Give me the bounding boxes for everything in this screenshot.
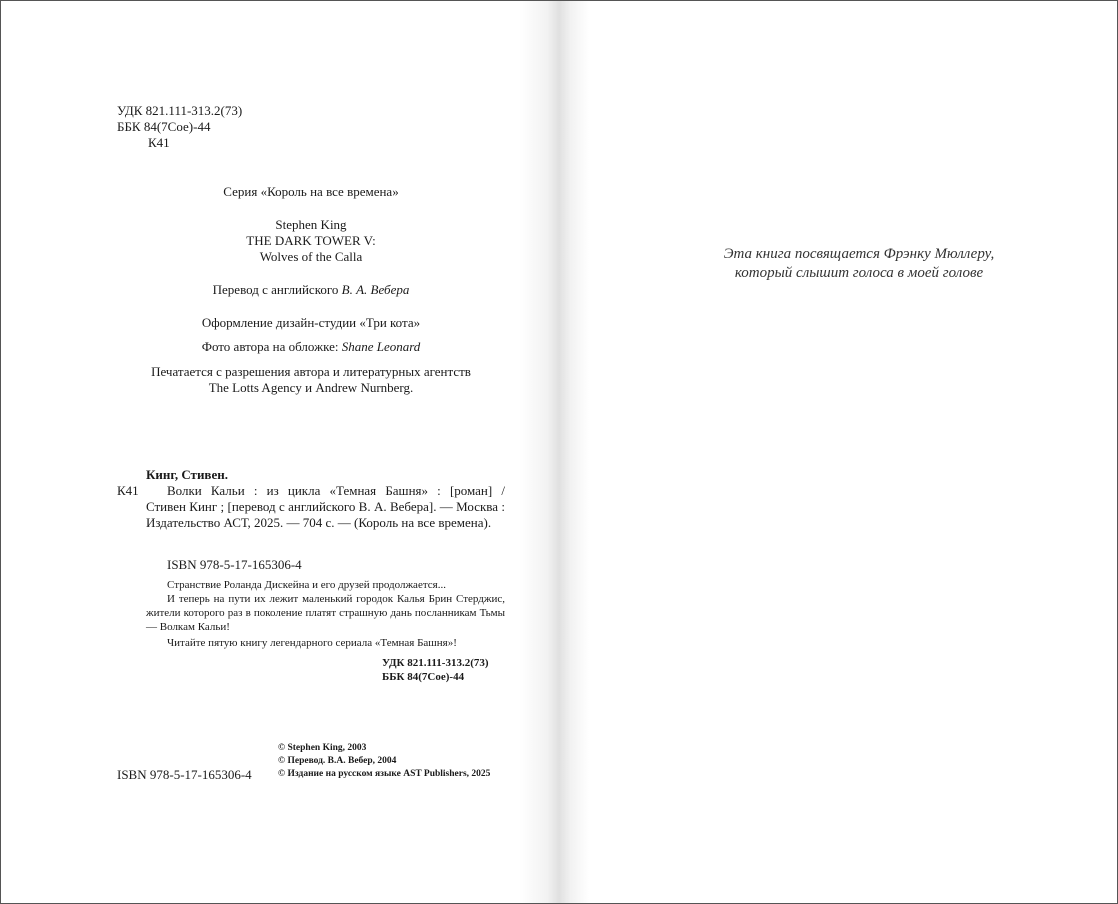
- original-title: THE DARK TOWER V:: [246, 233, 376, 248]
- gutter-shadow-right: [559, 1, 589, 903]
- catalog-mark: К41: [117, 483, 139, 498]
- author-mark-top: К41: [148, 135, 170, 150]
- annotation-line-1: Странствие Роланда Дискейна и его друзей продолжается...: [167, 579, 446, 591]
- copyright-1: © Stephen King, 2003: [278, 743, 367, 753]
- translator: В. А. Вебера: [341, 282, 410, 297]
- dedication-line-1: Эта книга посвящается Фрэнку Мюллеру,: [723, 246, 995, 262]
- dedication-line-2: который слышит голоса в моей голове: [734, 265, 984, 281]
- translation-prefix: Перевод с английского: [212, 282, 342, 297]
- annotation-line-3: Читайте пятую книгу легендарного сериала «Темная Башня»!: [167, 637, 457, 649]
- bbk-top: ББК 84(7Сое)-44: [117, 119, 211, 134]
- catalog-entry-rest: Стивен Кинг ; [перевод с английского В. А. Вебера]. — Москва : Издательство АСТ, 2025. — 704 с. — (Король на все времена).: [146, 499, 505, 530]
- series: Серия «Король на все времена»: [223, 184, 399, 199]
- catalog-author-heading: Кинг, Стивен.: [146, 467, 228, 482]
- original-subtitle: Wolves of the Calla: [259, 249, 363, 264]
- right-page: [559, 1, 1117, 903]
- photo-prefix: Фото автора на обложке:: [201, 339, 342, 354]
- photographer: Shane Leonard: [341, 339, 421, 354]
- translation-credit: [111, 282, 511, 298]
- design-credit: Оформление дизайн-студии «Три кота»: [201, 315, 421, 330]
- photo-credit: [111, 339, 511, 355]
- catalog-bbk: ББК 84(7Сое)-44: [382, 671, 465, 683]
- copyright-2: © Перевод. В.А. Вебер, 2004: [278, 756, 397, 766]
- permission-line-1: Печатается с разрешения автора и литературных агентств: [151, 364, 471, 379]
- original-author: Stephen King: [275, 217, 347, 232]
- udk-top: УДК 821.111-313.2(73): [117, 103, 243, 118]
- annotation-paragraph-2: И теперь на пути их лежит маленький городок Калья Брин Стерджис, жители которого раз в поколение платят страшную дань посланникам Тьмы — Волкам Кальи!: [146, 593, 505, 633]
- gutter-shadow-left: [519, 1, 559, 903]
- catalog-isbn: ISBN 978-5-17-165306-4: [167, 557, 302, 572]
- permission-line-2: The Lotts Agency и Andrew Nurnberg.: [208, 380, 414, 395]
- catalog-entry-line-1: Волки Кальи : из цикла «Темная Башня» : [роман] /: [167, 483, 505, 498]
- left-page: [1, 1, 559, 903]
- copyright-3: © Издание на русском языке AST Publishers, 2025: [278, 769, 491, 779]
- isbn-bottom: ISBN 978-5-17-165306-4: [117, 767, 252, 782]
- catalog-udk: УДК 821.111-313.2(73): [382, 657, 489, 669]
